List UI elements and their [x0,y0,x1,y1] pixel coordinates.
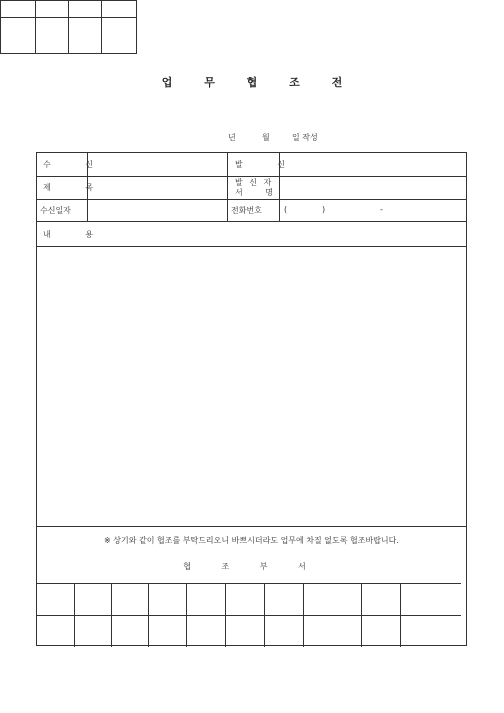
approval-sign-cell[interactable] [69,18,102,54]
coop-dept-sign-cell[interactable] [362,616,401,648]
sender-name-label-line1: 발 신 자 [235,178,274,187]
content-label: 내 용 [43,230,109,239]
coop-dept-label: 협 조 부 서 [183,562,320,571]
phone-label: 전화번호 [231,206,262,215]
approval-sign-cell[interactable] [36,18,69,54]
coop-dept-sign-cell[interactable] [112,616,149,648]
cooperation-form [36,152,467,646]
coop-dept-cell[interactable] [37,584,75,616]
coop-dept-sign-cell[interactable] [304,616,362,648]
coop-dept-sign-cell[interactable] [75,616,112,648]
sender-field[interactable] [280,153,466,176]
receiver-label: 수 신 [43,160,109,169]
approval-sign-cell[interactable] [102,18,137,54]
sender-label: 발 신 [235,160,301,169]
phone-paren-open: ( [284,205,288,214]
date-year-label: 년 [228,133,236,142]
coop-dept-cell[interactable] [187,584,226,616]
coop-dept-cell[interactable] [149,584,187,616]
row-divider [37,526,466,527]
row-divider [37,221,466,222]
coop-dept-grid [37,583,461,647]
coop-dept-cell[interactable] [75,584,112,616]
coop-dept-cell[interactable] [362,584,401,616]
approval-box [0,0,137,54]
col-divider [227,153,228,221]
subject-field[interactable] [88,177,226,199]
notice-text: ※ 상기와 같이 협조를 부탁드리오니 바쁘시더라도 업무에 차질 없도록 협조바랍니다. [104,536,399,545]
document-title: 업 무 협 조 전 [161,76,357,89]
approval-sign-cell[interactable] [1,18,36,54]
coop-dept-sign-cell[interactable] [187,616,226,648]
coop-dept-sign-cell[interactable] [265,616,304,648]
received-date-label: 수신일자 [40,206,71,215]
coop-dept-cell[interactable] [265,584,304,616]
received-date-field[interactable] [88,200,226,221]
approval-header-cell[interactable] [69,1,102,18]
coop-dept-cell[interactable] [304,584,362,616]
coop-dept-sign-cell[interactable] [37,616,75,648]
date-month-label: 월 [262,133,270,142]
date-day-label: 일 작성 [292,133,318,142]
approval-header-cell[interactable] [102,1,137,18]
coop-dept-sign-cell[interactable] [149,616,187,648]
phone-field[interactable] [280,200,466,221]
coop-dept-sign-cell[interactable] [401,616,462,648]
subject-label: 제 목 [43,183,109,192]
coop-dept-cell[interactable] [226,584,265,616]
coop-dept-sign-cell[interactable] [226,616,265,648]
coop-dept-cell[interactable] [401,584,462,616]
approval-header-cell[interactable] [36,1,69,18]
receiver-field[interactable] [88,153,226,176]
content-area[interactable] [37,247,466,526]
phone-dash: - [380,205,383,214]
phone-paren-close: ) [322,205,326,214]
sender-name-label-line2: 서 명 [235,188,283,197]
approval-header-cell[interactable] [1,1,36,18]
sender-signature-field[interactable] [280,177,466,199]
coop-dept-cell[interactable] [112,584,149,616]
